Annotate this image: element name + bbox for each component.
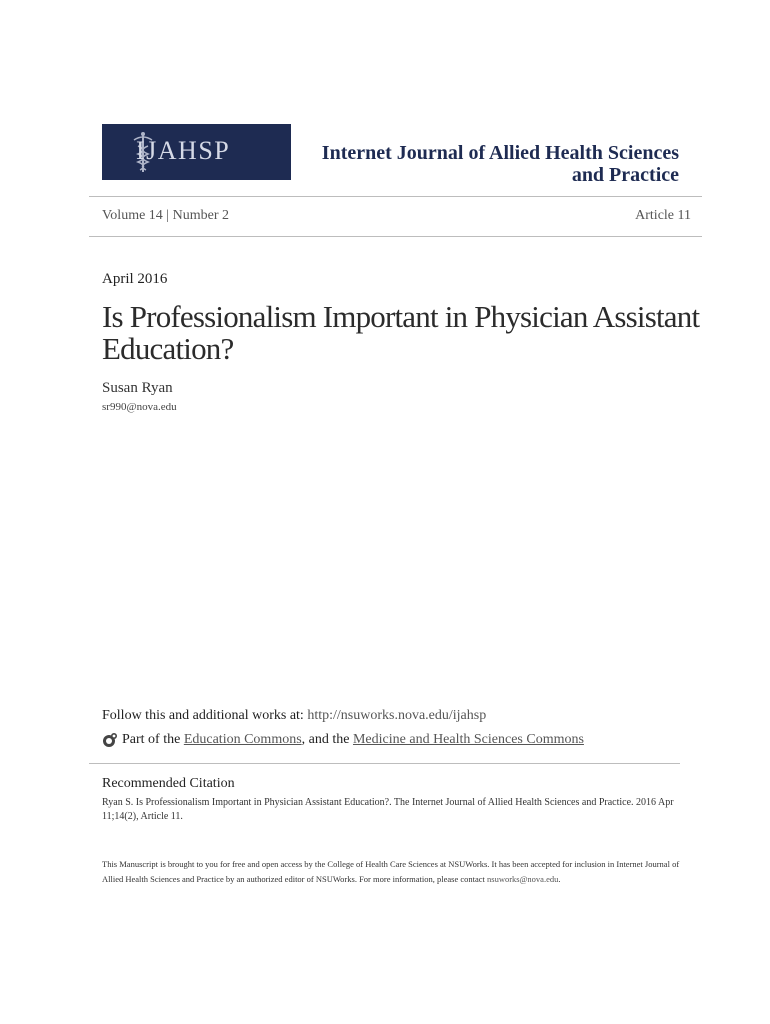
citation-heading: Recommended Citation bbox=[102, 776, 235, 791]
partof-prefix: Part of the bbox=[122, 732, 181, 747]
notice-text: This Manuscript is brought to you for free and open access by the College of Health Care Sciences at NSUWorks. It has been accepted for inclusion in Internet Journal of Allied Health Sciences and Practice by an authorized editor of NSUWorks. For more information, please contact bbox=[102, 859, 680, 884]
divider-low bbox=[89, 763, 680, 764]
medicine-health-commons-link[interactable]: Medicine and Health Sciences Commons bbox=[352, 732, 584, 747]
author-email[interactable]: sr990@nova.edu bbox=[102, 401, 177, 413]
journal-title-line2: and Practice bbox=[571, 164, 679, 186]
partof-mid: , and the bbox=[301, 732, 350, 747]
follow-url-link[interactable]: http://nsuworks.nova.edu/ijahsp bbox=[307, 708, 487, 723]
part-of-line bbox=[102, 732, 584, 748]
notice-end: . bbox=[558, 874, 561, 884]
contact-email-link[interactable]: nsuworks@nova.edu bbox=[487, 874, 559, 884]
journal-title[interactable] bbox=[259, 142, 679, 186]
volume-issue[interactable]: Volume 14 | Number 2 bbox=[102, 208, 229, 223]
education-commons-link[interactable]: Education Commons bbox=[183, 732, 302, 747]
journal-title-line1: Internet Journal of Allied Health Sciences bbox=[321, 142, 679, 164]
article-title: Is Professionalism Important in Physician Assistant Education? bbox=[102, 299, 700, 366]
follow-line bbox=[102, 708, 486, 724]
citation-text: Ryan S. Is Professionalism Important in Physician Assistant Education?. The Internet Journal of Allied Health Sciences and Practice. 2016 Apr 11;14(2), Article 11. bbox=[102, 797, 674, 822]
article-number: Article 11 bbox=[635, 208, 691, 223]
logo-text: IJAHSP bbox=[136, 136, 231, 165]
access-notice bbox=[102, 857, 692, 887]
publication-date: April 2016 bbox=[102, 271, 168, 287]
commons-network-icon bbox=[102, 732, 118, 748]
follow-prefix: Follow this and additional works at: bbox=[102, 708, 308, 723]
author-name: Susan Ryan bbox=[102, 380, 173, 396]
divider-top bbox=[89, 196, 702, 197]
divider-mid bbox=[89, 236, 702, 237]
